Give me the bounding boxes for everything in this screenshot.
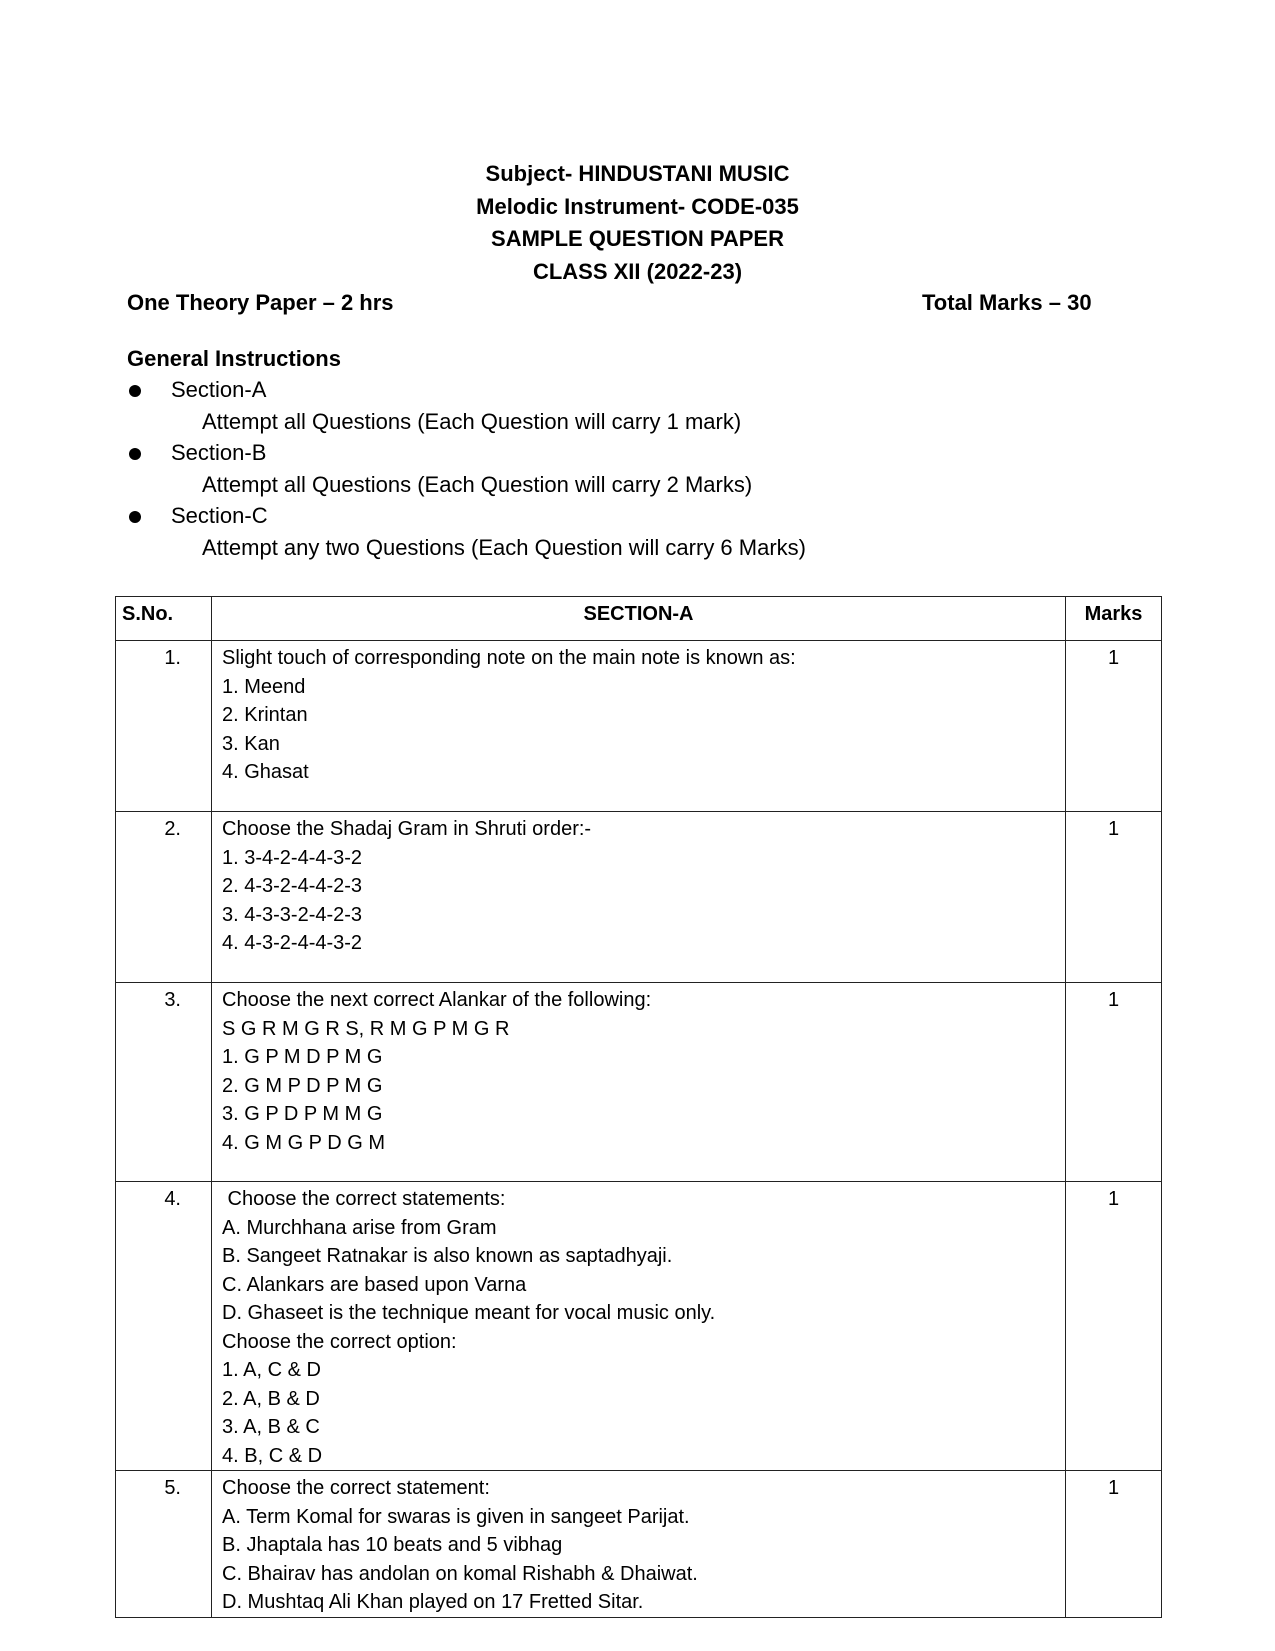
question-line: A. Term Komal for swaras is given in sangeet Parijat. xyxy=(222,1505,690,1528)
column-header-marks: Marks xyxy=(1066,597,1162,641)
question-line: 2. 4-3-2-4-4-2-3 xyxy=(222,875,363,897)
question-line: Choose the correct option: xyxy=(222,1330,457,1353)
question-line: 3. G P D P M M G xyxy=(222,1103,383,1125)
question-line: 2. Krintan xyxy=(222,704,308,726)
question-marks: 1 xyxy=(1066,641,1162,812)
question-line: 4. G M G P D G M xyxy=(222,1131,385,1154)
question-marks: 1 xyxy=(1066,1471,1162,1618)
paper-header xyxy=(0,158,1275,288)
question-text xyxy=(212,1182,1066,1471)
table-row xyxy=(116,641,1162,812)
instruction-text: Attempt all Questions (Each Question will carry 2 Marks) xyxy=(202,471,753,497)
question-number: 5. xyxy=(116,1471,212,1618)
table-row xyxy=(116,812,1162,983)
question-line: S G R M G R S, R M G P M G R xyxy=(222,1017,510,1040)
instruction-section-label: Section-A xyxy=(171,377,267,402)
table-header-row xyxy=(116,597,1162,641)
question-line: 1. G P M D P M G xyxy=(222,1046,383,1068)
instrument-code: Melodic Instrument- CODE-035 xyxy=(476,193,799,219)
paper-duration: One Theory Paper – 2 hrs xyxy=(127,290,394,315)
table-row xyxy=(116,1182,1162,1471)
question-line: Choose the correct statement: xyxy=(222,1477,490,1499)
instruction-section-c xyxy=(127,500,1127,532)
question-line: 1. 3-4-2-4-4-3-2 xyxy=(222,846,363,869)
instruction-section-a xyxy=(127,374,1127,406)
question-line: 4. Ghasat xyxy=(222,761,309,783)
question-line: B. Sangeet Ratnakar is also known as saptadhyaji. xyxy=(222,1245,673,1267)
question-line: 2. G M P D P M G xyxy=(222,1074,383,1097)
question-number: 2. xyxy=(116,812,212,983)
question-text xyxy=(212,983,1066,1182)
question-line: Slight touch of corresponding note on the main note is known as: xyxy=(222,647,796,669)
instruction-section-label: Section-B xyxy=(171,440,267,465)
question-line: B. Jhaptala has 10 beats and 5 vibhag xyxy=(222,1534,563,1556)
column-header-sno: S.No. xyxy=(116,597,212,641)
total-marks: Total Marks – 30 xyxy=(922,290,1092,315)
question-text xyxy=(212,1471,1066,1618)
question-marks: 1 xyxy=(1066,983,1162,1182)
question-line: Choose the next correct Alankar of the following: xyxy=(222,989,652,1011)
table-row xyxy=(116,1471,1162,1618)
question-line: 4. 4-3-2-4-4-3-2 xyxy=(222,932,363,954)
question-line: D. Mushtaq Ali Khan played on 17 Fretted Sitar. xyxy=(222,1591,644,1613)
questions-table xyxy=(115,596,1162,1618)
question-line: 4. B, C & D xyxy=(222,1444,323,1467)
instruction-text: Attempt all Questions (Each Question will carry 1 mark) xyxy=(202,408,742,434)
question-line: 2. A, B & D xyxy=(222,1387,320,1410)
column-header-section: SECTION-A xyxy=(212,597,1066,641)
question-line: C. Bhairav has andolan on komal Rishabh & Dhaiwat. xyxy=(222,1562,698,1585)
bullet-icon xyxy=(129,385,141,397)
question-line: 3. Kan xyxy=(222,732,280,755)
question-number: 4. xyxy=(116,1182,212,1471)
question-line: 3. 4-3-3-2-4-2-3 xyxy=(222,903,363,926)
question-line: 1. A, C & D xyxy=(222,1359,321,1381)
question-marks: 1 xyxy=(1066,812,1162,983)
bullet-icon xyxy=(129,448,141,460)
question-marks: 1 xyxy=(1066,1182,1162,1471)
question-number: 3. xyxy=(116,983,212,1182)
question-line: Choose the Shadaj Gram in Shruti order:- xyxy=(222,818,592,840)
question-line: Choose the correct statements: xyxy=(222,1188,506,1210)
bullet-icon xyxy=(129,511,141,523)
question-text xyxy=(212,641,1066,812)
instruction-text: Attempt any two Questions (Each Question will carry 6 Marks) xyxy=(202,534,806,560)
table-row xyxy=(116,983,1162,1182)
question-line: D. Ghaseet is the technique meant for vocal music only. xyxy=(222,1302,716,1324)
instruction-section-label: Section-C xyxy=(171,503,268,528)
instructions-list xyxy=(127,374,1127,563)
question-line: C. Alankars are based upon Varna xyxy=(222,1273,527,1296)
instruction-section-b xyxy=(127,437,1127,469)
question-line: 1. Meend xyxy=(222,675,306,698)
question-text xyxy=(212,812,1066,983)
question-line: A. Murchhana arise from Gram xyxy=(222,1216,497,1239)
instructions-title: General Instructions xyxy=(127,346,341,371)
class-year: CLASS XII (2022-23) xyxy=(532,258,743,284)
question-line: 3. A, B & C xyxy=(222,1416,320,1438)
subject-title: Subject- HINDUSTANI MUSIC xyxy=(485,161,790,186)
question-number: 1. xyxy=(116,641,212,812)
paper-type: SAMPLE QUESTION PAPER xyxy=(491,226,784,251)
